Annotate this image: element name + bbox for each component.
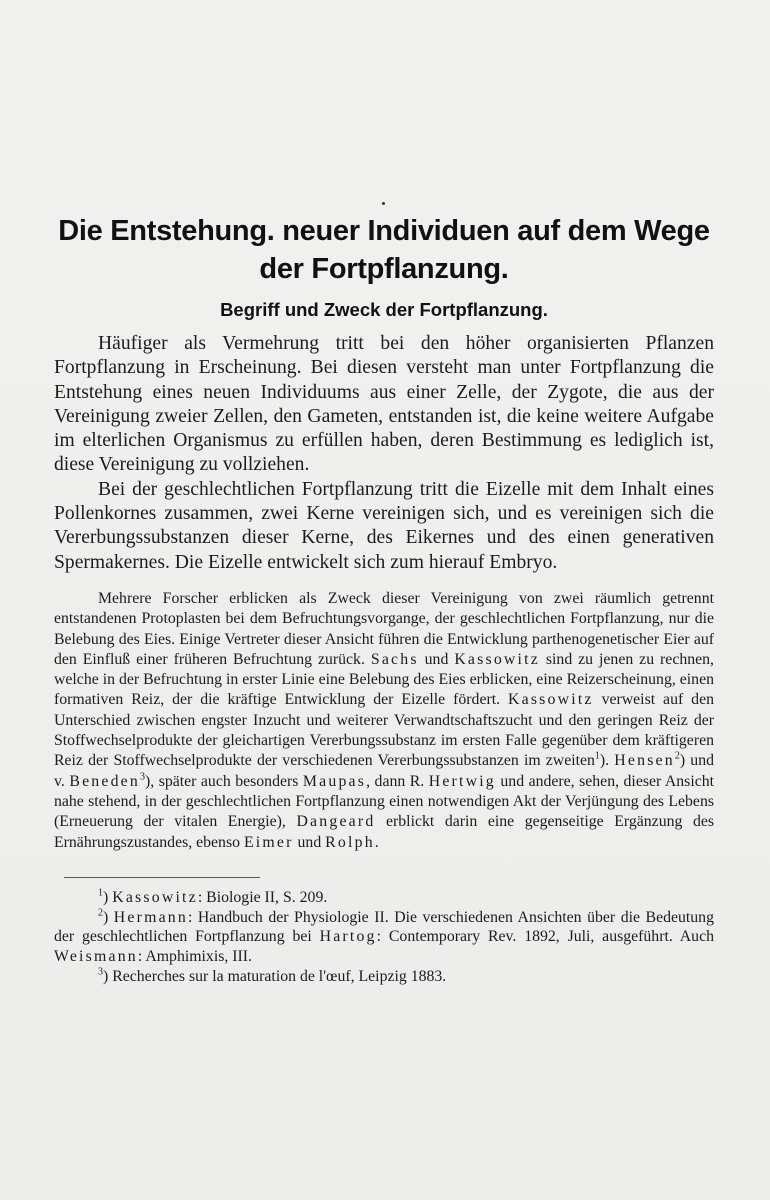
chapter-title-line-1: Die Entstehung. neuer Individuen auf dem Wege <box>58 215 710 247</box>
note-text: ), später auch besonders <box>145 772 299 790</box>
footnote-2: $^2$) Hermann: Handbuch der Physiologie II. Die verschiedenen Ansichten über die Bedeutung der geschlechtlichen Fortpflanzung bei Hartog: Contemporary Rev. 1892, Juli, ausgeführt. Auch Weismann: Amphimixis, III. <box>54 907 714 966</box>
footnote-text: : Handbuch der Physiologie II. Die verschiedenen Ansichten über die Bedeutung der geschlechtlichen Fortpflanzung bei <box>54 908 714 946</box>
small-print-note <box>54 589 714 853</box>
author-name: Hartog <box>319 928 377 946</box>
note-text: verweist auf den Unterschied zwischen engster Inzucht und weiterer Verwandtschaftszucht und den geringen Reiz der Stoffwechselprodukte der gleichartigen Vererbungssubstanz im ersten Falle gegenüber dem kräftigeren Reiz der Stoffwechselprodukte der verschiedenen Vererbungssubstanzen im zweiten <box>54 691 714 770</box>
section-title: Begriff und Zweck der Fortpflanzung. <box>220 299 548 320</box>
note-text: , dann R. <box>366 772 425 790</box>
author-name: Eimer <box>243 833 294 851</box>
note-text: erblickt darin eine gegenseitige Ergänzung des Ernährungszustandes, ebenso <box>54 813 715 851</box>
author-name: Weismann <box>54 948 138 966</box>
author-name: Hensen <box>614 752 675 770</box>
footnote-text: : Amphimixis, III. <box>137 948 252 966</box>
footnote-divider <box>64 877 260 878</box>
footnote-mark: 1 <box>98 887 103 899</box>
author-name: Kassowitz <box>508 691 594 709</box>
page-content <box>54 212 714 987</box>
chapter-title <box>54 212 714 288</box>
footnote-1: $^1$) Kassowitz: Biologie II, S. 209. <box>98 887 328 906</box>
paragraph-2: Bei der geschlechtlichen Fortpflanzung tritt die Eizelle mit dem Inhalt eines Pollenkornes zusammen, zwei Kerne vereinigen sich, und es vereinigen sich die Vererbungssubstanzen dieser Kerne, des Eikernes und des einen generativen Spermakernes. Die Eizelle entwickelt sich zum hierauf Embryo. <box>54 478 714 573</box>
author-name: Maupas <box>302 772 367 790</box>
footnote-text: : Biologie II, S. 209. <box>197 888 328 906</box>
footnote-ref: 2 <box>674 751 680 763</box>
author-name: Hertwig <box>428 772 496 790</box>
author-name: Beneden <box>69 772 140 790</box>
author-name: Kassowitz <box>112 888 198 906</box>
footnote-mark: 3 <box>98 966 103 978</box>
footnote-mark: 2 <box>98 907 103 919</box>
author-name: Rolph <box>325 833 375 851</box>
note-text: ). <box>599 752 610 770</box>
author-name: Hermann <box>113 908 188 926</box>
chapter-title-line-2: der Fortpflanzung. <box>259 253 509 285</box>
page-mark <box>382 202 385 205</box>
footnote-ref: 1 <box>594 751 600 763</box>
note-text: und andere, sehen, dieser Ansicht nahe stehend, in der geschlechtlichen Fortpflanzung einen notwendigen Akt der Verjüngung des Lebens (Erneuerung der vitalen Energie), <box>54 772 715 831</box>
footnote-text: : Contemporary Rev. 1892, Juli, ausgeführt. Auch <box>376 928 714 946</box>
author-name: Dangeard <box>296 813 376 831</box>
note-text: sind zu jenen zu rechnen, welche in der Befruchtung in erster Linie eine Belebung des Eies erblicken, eine Reizerscheinung, einen formativen Reiz, der die kräftige Entwicklung der Eizelle fördert. <box>54 650 714 709</box>
note-text: . <box>374 833 379 851</box>
paragraph-1: Häufiger als Vermehrung tritt bei den höher organisierten Pflanzen Fortpflanzung in Erscheinung. Bei diesen versteht man unter Fortpflanzung die Entstehung eines neuen Individuums aus einer Zelle, der Zygote, die aus der Vereinigung zweier Zellen, den Gameten, entstanden ist, die keine weitere Aufgabe im elterlichen Organismus zu erfüllen haben, deren Bestimmung es lediglich ist, diese Vereinigung zu vollziehen. <box>54 333 714 476</box>
footnote-ref: 3 <box>140 771 145 783</box>
author-name: Kassowitz <box>454 650 540 668</box>
author-name: Sachs <box>370 650 419 668</box>
note-text: und <box>424 650 449 668</box>
note-text: ) und v. <box>54 752 714 790</box>
footnote-3: $^3$) Recherches sur la maturation de l'œuf, Leipzig 1883. <box>98 966 447 986</box>
note-text: und <box>297 833 322 851</box>
footnote-text: Recherches sur la maturation de l'œuf, Leipzig 1883. <box>112 968 447 986</box>
note-text: Mehrere Forscher erblicken als Zweck dieser Vereinigung von zwei räumlich getrennt entstandenen Protoplasten bei dem Befruchtungsvorgange, der geschlechtlichen Fortpflanzung, nur die Belebung des Eies. Einige Vertreter dieser Ansicht führen die Entwicklung parthenogenetischer Eier auf den Einfluß einer früheren Befruchtung zurück. <box>54 589 714 668</box>
